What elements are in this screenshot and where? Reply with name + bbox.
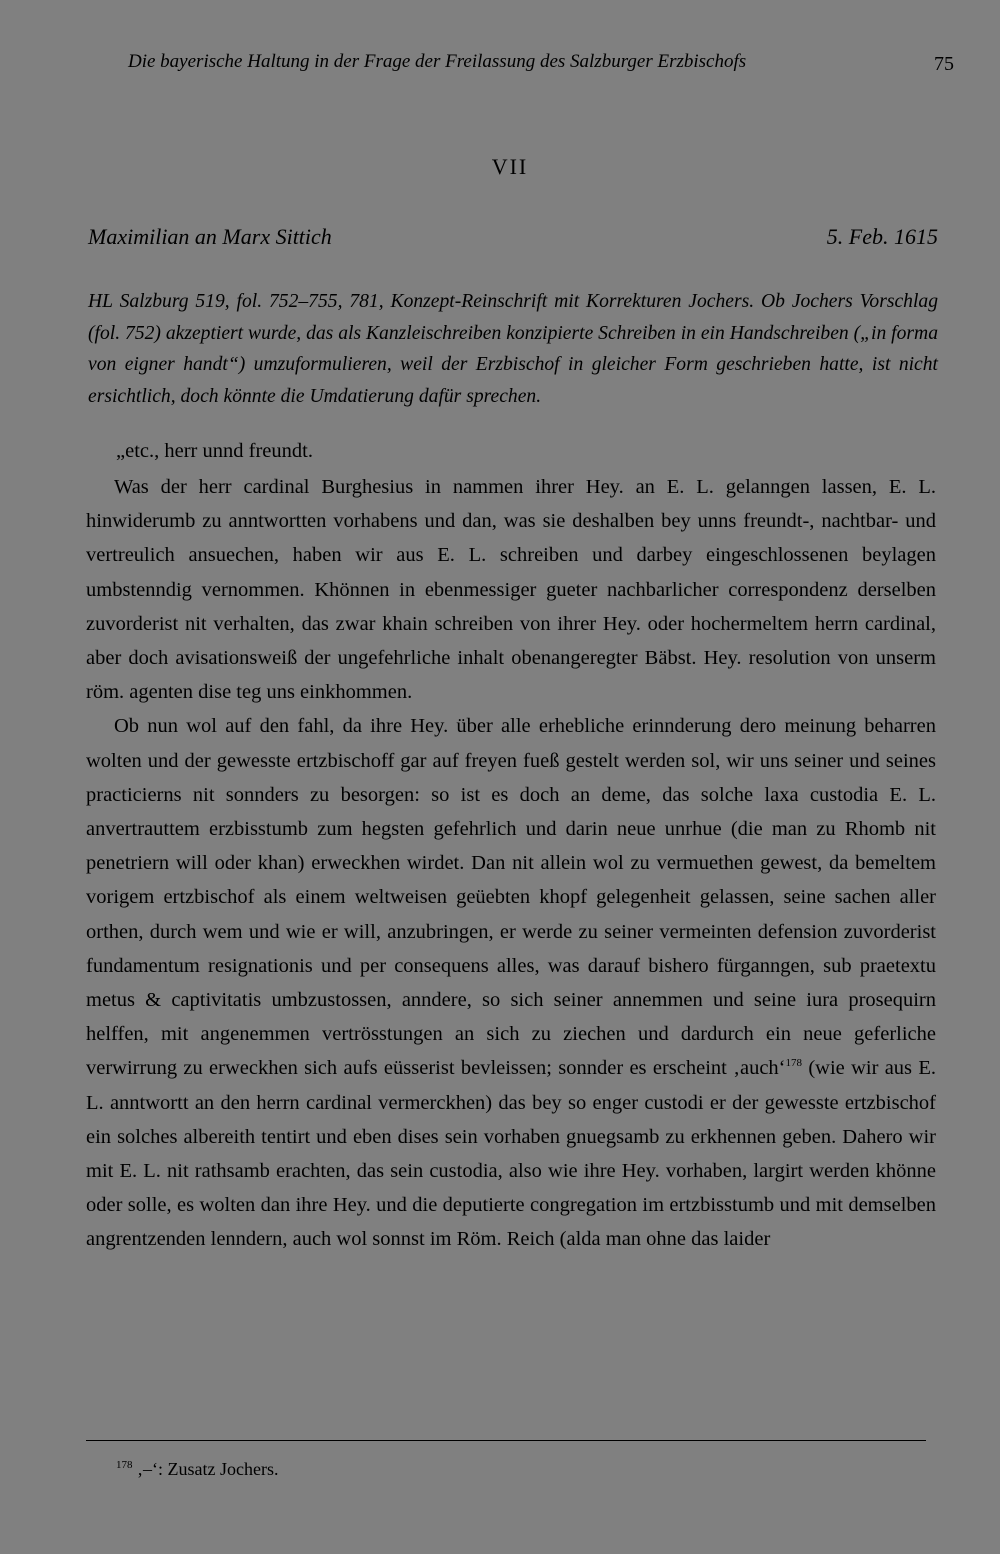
footnote-text: ‚–‘: Zusatz Jochers. xyxy=(132,1459,279,1479)
footnote-marker: 178 xyxy=(116,1459,133,1471)
page-number: 75 xyxy=(934,53,954,75)
running-head-title: Die bayerische Haltung in der Frage der Freilassung des Salzburger Erzbischofs xyxy=(128,51,747,72)
footnote xyxy=(116,1456,816,1482)
body-paragraph-text: Ob nun wol auf den fahl, da ihre Hey. über alle erhebliche erinnderung dero meinung beharren wolten und der gewesste ertzbischoff gar auf freyen fueß gestelt werden sol, wir uns seiner und seines practicierns nit sonnders zu besorgen: so ist es doch an deme, das solche laxa custodia E. L. anvertrauttem erzbisstumb zum hegsten gefehrlich und darin neue unrhue (die man zu Rhomb nit penetriern will oder khan) erweckhen wirdet. Dan nit allein wol zu vermuethen gewest, da bemeltem vorigem ertzbischof als einem weltweisen geüebten khopf gelegenheit gelassen, seine sachen aller orthen, durch wem und wie er will, anzubringen, er werde zu seiner vermeinten defension zuvorderist fundamentum resignationis und per consequens alles, was darauf bishero fürganngen, sub praetextu metus & captivitatis umbzustossen, anndere, so sich seiner annemmen und seine iura prosequirn helffen, mit angenemmen vertrösstungen an sich zu ziechen und dardurch ein neue geferliche verwirrung zu erweckhen sich aufs eüsserist bevleissen; sonnder es erscheint ‚auch‘ xyxy=(86,715,936,1080)
footnote-divider xyxy=(86,1440,926,1441)
footnote-reference: 178 xyxy=(785,1057,803,1070)
source-note: HL Salzburg 519, fol. 752–755, 781, Konzept-Reinschrift mit Korrekturen Jochers. Ob Jochers Vorschlag (fol. 752) akzeptiert wurde, das als Kanzleischreiben konzipierte Schreiben in ein Handschreiben („in forma von eigner handt“) umzuformulieren, weil der Erzbischof in gleicher Form geschrieben hatte, ist nicht ersichtlich, doch könnte die Umdatierung dafür sprechen. xyxy=(88,291,938,407)
body-paragraph: Was der herr cardinal Burghesius in nammen ihrer Hey. an E. L. gelanngen lassen, E. L. hinwiderumb zu anntwortten vorhabens und dan, was sie deshalben bey unns freundt-, nachtbar- und vertreulich ansuechen, haben wir aus E. L. schreiben und darbey eingeschlossenen beylagen umbstenndig vernommen. Khönnen in ebenmessiger gueter nachbarlicher correspondenz derselben zuvorderist nit verhalten, das zwar khain schreiben von ihrer Hey. oder hochermeltem herrn cardinal, aber doch avisationsweiß der ungefehrliche inhalt obenangeregter Bäbst. Hey. resolution von unserm röm. agenten dise teg uns einkhommen. xyxy=(86,476,936,704)
section-number: VII xyxy=(491,154,529,179)
letter-header xyxy=(88,220,938,254)
body-paragraph-text: (wie wir aus E. L. anntwortt an den herrn cardinal vermerckhen) das bey so enger custodi er der gewesste ertzbischof ein solches albereith tentirt und eben dises sein vorhaben gnuegsamb zu erkhennen geben. Dahero wir mit E. L. nit rathsamb erachten, das sein custodia, also wie ihre Hey. vorhaben, largirt werden khönne oder solle, es wolten dan ihre Hey. und die deputierte congregation im ertzbisstumb und mit demselben angrentzenden lenndern, auch wol sonnst im Röm. Reich (alda man ohne das laider xyxy=(86,1057,936,1251)
salutation: „etc., herr unnd freundt. xyxy=(116,440,313,462)
letter-body xyxy=(86,470,936,1257)
body-paragraph xyxy=(86,709,936,1256)
letter-date: 5. Feb. 1615 xyxy=(826,224,938,249)
letter-addressee: Maximilian an Marx Sittich xyxy=(88,224,332,249)
